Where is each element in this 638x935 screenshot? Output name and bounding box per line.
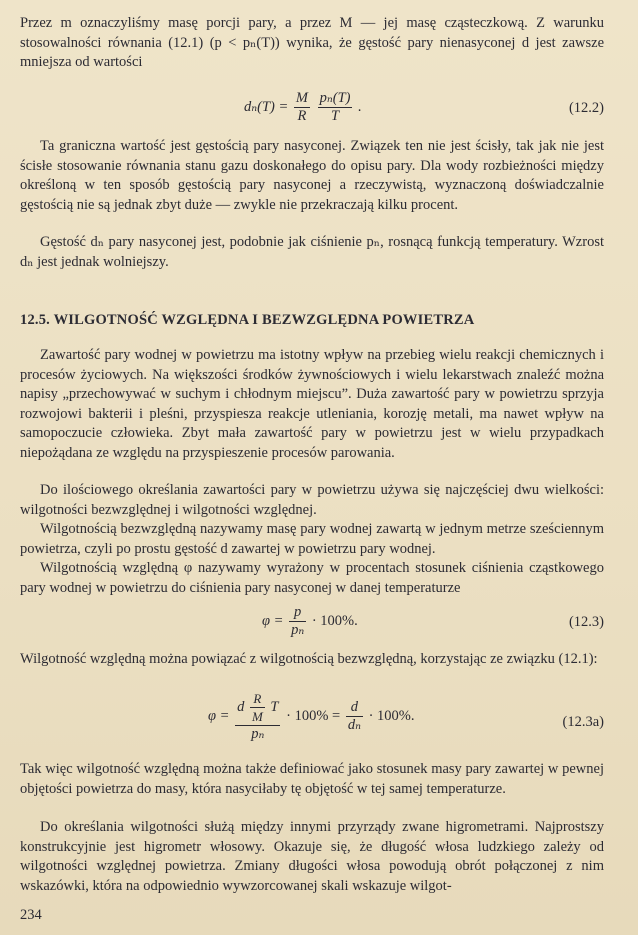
eq3-lhs: φ = <box>208 707 230 724</box>
eq2-fraction <box>289 604 306 639</box>
paragraph-definition: Tak więc wilgotność względną można także definiować jako stosunek masy pary zawartej w pewnej objętości powietrza do masy, która nasyciłaby tę objętość w tej samej temperaturze. <box>20 761 604 797</box>
paragraph-absolute-humidity: Wilgotnością bezwzględną nazywamy masę pary wodnej zawartą w jednym metrze sześciennym powietrza, czyli po prostu gęstość d zawartej w powietrzu pary wodnej. <box>20 521 604 557</box>
eq1-fraction-p-t <box>318 90 353 125</box>
eq3-tail: · 100%. <box>368 707 415 724</box>
eq1-fraction-m-r <box>294 90 310 125</box>
eq1-tail: . <box>358 98 362 115</box>
eq3-t: T <box>270 698 279 715</box>
eq3-frac2-den: dₙ <box>347 717 361 733</box>
eq2-frac-den: pₙ <box>291 622 305 638</box>
paragraph-relation: Wilgotność względną można powiązać z wilgotnością bezwzględną, korzystając ze związku (12.1): <box>20 651 598 667</box>
eq3-big-den: pₙ <box>251 726 265 742</box>
eq2-tail: · 100%. <box>311 612 358 629</box>
eq1-frac1-den: R <box>297 108 307 124</box>
eq1-frac2-den: T <box>331 108 340 124</box>
eq1-lhs: dₙ(T) = <box>244 98 289 115</box>
paragraph-water-vapour: Zawartość pary wodnej w powietrzu ma istotny wpływ na przebieg wielu reakcji chemicznych i procesów życiowych. Na większości środków żywnościowych i wielu lekarstwach znaleźć można napisy „przechowywać w suchym i chłodnym miejscu”. Duża zawartość pary w powietrzu sprzyja rozwojowi bakterii i pleśni, przyspiesza reakcje utleniania, korozję metali, ma nawet wpływ na samopoczucie człowieka. Zbyt mała zawartość pary w powietrzu jest w wielu przypadkach niepożądana ze względu na przyspieszenie procesów parowania. <box>20 347 604 461</box>
eq3-inner-m: M <box>251 709 263 724</box>
paragraph-relative-humidity: Wilgotnością względną φ nazywamy wyrażony w procentach stosunek ciśnienia cząstkowego pary wodnej w powietrzu do ciśnienia pary nasyconej w danej temperaturze <box>20 560 604 596</box>
eq2-frac-num: p <box>289 604 306 622</box>
eq1-number: (12.2) <box>568 100 604 116</box>
eq3-inner-fraction <box>250 690 265 725</box>
eq2-number: (12.3) <box>568 614 604 630</box>
eq3-inner-r: R <box>250 690 265 708</box>
eq1-frac1-num: M <box>295 90 308 106</box>
page-number: 234 <box>20 907 42 923</box>
eq3-mid: · 100% = <box>286 707 341 724</box>
paragraph-quantities: Do ilościowego określania zawartości pary w powietrzu używa się najczęściej dwu wielkości: wilgotności bezwzględnej i wilgotności względnej. <box>20 482 604 518</box>
eq3-d: d <box>237 698 245 715</box>
eq3-number: (12.3a) <box>562 714 604 730</box>
eq3-big-numerator <box>235 690 280 726</box>
eq2-lhs: φ = <box>262 612 284 629</box>
eq3-frac2-num: d <box>346 699 363 717</box>
equation-12-2 <box>20 90 604 130</box>
equation-12-3 <box>20 604 604 644</box>
eq1-frac2-num: pₙ(T) <box>319 90 351 106</box>
paragraph-hygrometers: Do określania wilgotności służą między innymi przyrządy zwane higrometrami. Najprostszy konstrukcyjnie jest higrometr włosowy. Okazuje się, że długość włosa ludzkiego zależy od wilgotności względnej powietrza. Zmiany długości włosa powodują obrót połączonej z nim wskazówki, która na odpowiednio wywzorcowanej skali wskazuje wilgot- <box>20 819 604 894</box>
section-heading: 12.5. WILGOTNOŚĆ WZGLĘDNA I BEZWZGLĘDNA POWIETRZA <box>20 312 475 328</box>
eq3-fraction-d <box>346 699 363 734</box>
equation-12-3a <box>20 690 604 750</box>
paragraph-density-function: Gęstość dₙ pary nasyconej jest, podobnie jak ciśnienie pₙ, rosnącą funkcją temperatury. Wzrost dₙ jest jednak wolniejszy. <box>20 234 604 270</box>
paragraph-limit-value: Ta graniczna wartość jest gęstością pary nasyconej. Związek ten nie jest ścisły, tak jak nie jest ścisłe stosowanie równania stanu gazu doskonałego do opisu pary. Dla wody rozbieżności między określoną w ten sposób gęstością pary nasyconej a rzeczywistą, wyznaczoną doświadczalnie gęstością nie są jednak zbyt duże — zwykle nie przekraczają kilku procent. <box>20 138 604 213</box>
eq3-big-fraction <box>235 690 280 743</box>
paragraph-intro: Przez m oznaczyliśmy masę porcji pary, a przez M — jej masę cząsteczkową. Z warunku stosowalności równania (12.1) (p < pₙ(T)) wynika, że gęstość pary nienasyconej d jest zawsze mniejsza od wartości <box>20 15 604 71</box>
